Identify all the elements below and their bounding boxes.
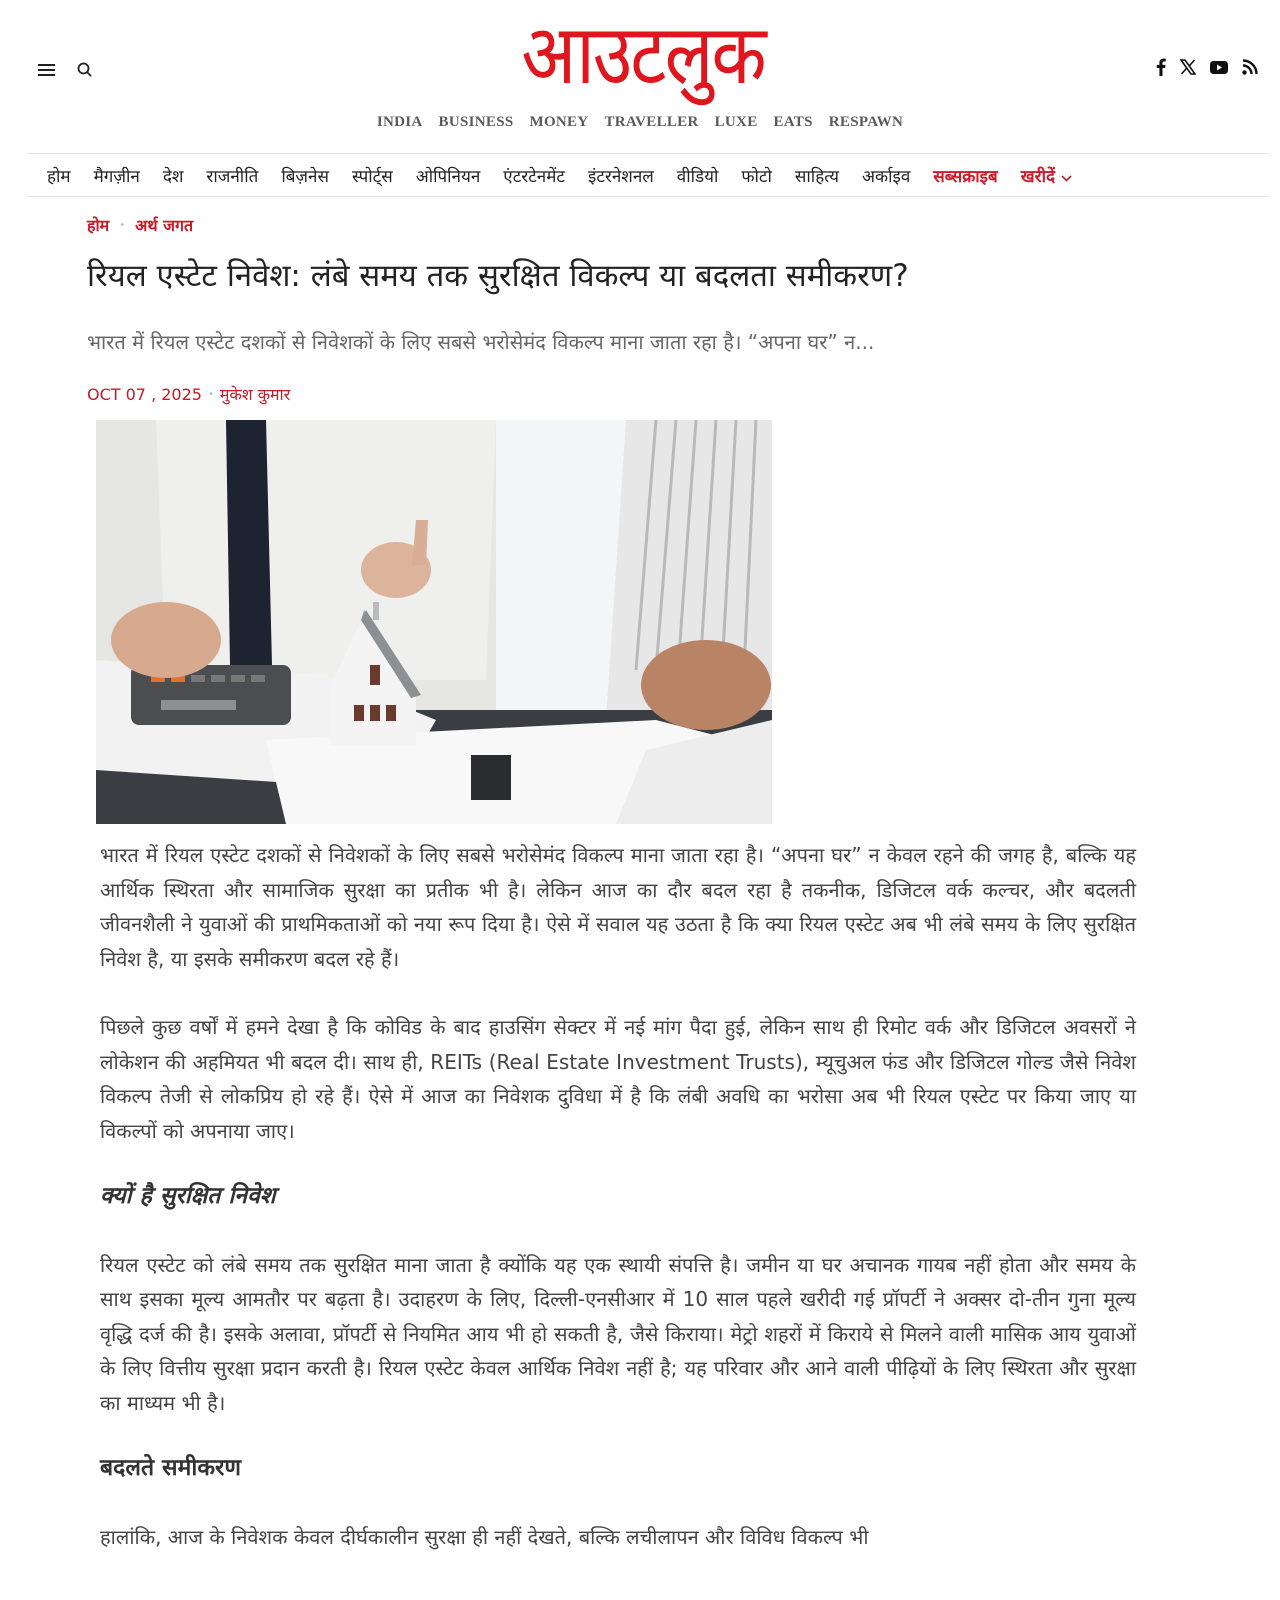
- chevron-down-icon: [1061, 167, 1072, 187]
- article-paragraph: पिछले कुछ वर्षों में हमने देखा है कि कोविड के बाद हाउसिंग सेक्टर में नई मांग पैदा हुई, लेकिन साथ ही रिमोट वर्क और डिजिटल अवसरों ने लोकेशन की अहमियत भी बदल दी। साथ ही, REITs (Real Estate Investment Trusts), म्यूचुअल फंड और डिजिटल गोल्ड जैसे निवेश विकल्प तेजी से लोकप्रिय हो रहे हैं। ऐसे में आज का निवेशक दुविधा में है कि लंबी अवधि का भरोसा अब भी रियल एस्टेट पर किया जाए या विकल्पों को अपनाया जाए।: [100, 1015, 1136, 1143]
- section-heading: बदलते समीकरण: [100, 1455, 242, 1482]
- site-logo[interactable]: [488, 5, 798, 103]
- nav-item-subscribe[interactable]: सब्सक्राइब: [933, 166, 998, 187]
- sub-nav-luxe[interactable]: LUXE: [714, 114, 758, 130]
- nav-item-politics[interactable]: राजनीति: [206, 166, 259, 187]
- article-title: रियल एस्टेट निवेश: लंबे समय तक सुरक्षित विकल्प या बदलता समीकरण?: [87, 258, 909, 294]
- breadcrumb-separator: •: [119, 219, 126, 231]
- nav-item-magazine[interactable]: मैगज़ीन: [93, 166, 140, 187]
- article-body: [100, 838, 1136, 1589]
- logo-text: आउटलुक: [521, 5, 765, 103]
- nav-item-country[interactable]: देश: [162, 166, 184, 187]
- main-nav: [27, 153, 1270, 197]
- sub-nav-eats[interactable]: EATS: [773, 114, 813, 130]
- nav-item-buy-dropdown[interactable]: [1021, 164, 1072, 187]
- nav-item-photo[interactable]: फोटो: [741, 166, 772, 187]
- nav-item-literature[interactable]: साहित्य: [794, 166, 840, 187]
- nav-item-buy-label: खरीदें: [1020, 166, 1056, 187]
- social-links: [1156, 58, 1258, 76]
- header-left-tools: [38, 62, 92, 77]
- facebook-icon[interactable]: [1156, 58, 1166, 76]
- sub-nav-respawn[interactable]: RESPAWN: [828, 114, 904, 130]
- real-estate-photo-icon: [96, 420, 772, 824]
- author-link[interactable]: मुकेश कुमार: [219, 385, 291, 404]
- section-heading: क्यों है सुरक्षित निवेश: [100, 1183, 276, 1209]
- sub-nav-money[interactable]: MONEY: [529, 114, 589, 130]
- nav-item-international[interactable]: इंटरनेशनल: [587, 166, 654, 187]
- publish-date: OCT 07 , 2025: [87, 384, 202, 404]
- hero-image: [96, 420, 772, 824]
- rss-icon[interactable]: [1242, 59, 1258, 75]
- sub-nav-india[interactable]: INDIA: [376, 114, 423, 130]
- meta-separator: •: [207, 388, 214, 400]
- sub-nav-business[interactable]: BUSINESS: [438, 114, 514, 130]
- youtube-icon[interactable]: [1210, 61, 1228, 74]
- nav-item-video[interactable]: वीडियो: [676, 166, 719, 187]
- nav-item-archive[interactable]: अर्काइव: [862, 166, 911, 187]
- article-summary: भारत में रियल एस्टेट दशकों से निवेशकों के लिए सबसे भरोसेमंद विकल्प माना जाता रहा है। “अपना घर” न...: [87, 330, 875, 354]
- nav-item-business[interactable]: बिज़नेस: [281, 166, 329, 187]
- breadcrumb-home[interactable]: होम: [87, 216, 110, 235]
- nav-item-sports[interactable]: स्पोर्ट्स: [351, 166, 393, 187]
- article-meta: [87, 383, 290, 405]
- article-paragraph: भारत में रियल एस्टेट दशकों से निवेशकों के लिए सबसे भरोसेमंद विकल्प माना जाता रहा है। “अपना घर” न केवल रहने की जगह है, बल्कि यह आर्थिक स्थिरता और सामाजिक सुरक्षा का प्रतीक भी है। लेकिन आज का दौर बदल रहा है तकनीक, डिजिटल वर्क कल्चर, और बदलती जीवनशैली ने युवाओं की प्राथमिकताओं को नया रूप दिया है। ऐसे में सवाल यह उठता है कि क्या रियल एस्टेट अब भी लंबे समय के लिए सुरक्षित निवेश है, या इसके समीकरण बदल रहे हैं।: [100, 843, 1136, 971]
- breadcrumb-category[interactable]: अर्थ जगत: [135, 216, 194, 235]
- sub-nav-traveller[interactable]: TRAVELLER: [604, 114, 699, 130]
- article-paragraph: रियल एस्टेट को लंबे समय तक सुरक्षित माना जाता है क्योंकि यह एक स्थायी संपत्ति है। जमीन या घर अचानक गायब नहीं होता और समय के साथ इसका मूल्य आमतौर पर बढ़ता है। उदाहरण के लिए, दिल्ली-एनसीआर में 10 साल पहले खरीदी गई प्रॉपर्टी ने अक्सर दो-तीन गुना मूल्य वृद्धि दर्ज की है। इसके अलावा, प्रॉपर्टी से नियमित आय भी हो सकती है, जैसे किराया। मेट्रो शहरों में किराये से मिलने वाली मासिक आय युवाओं के लिए वित्तीय सुरक्षा प्रदान करती है। रियल एस्टेट केवल आर्थिक निवेश नहीं है; यह परिवार और आने वाली पीढ़ियों के लिए स्थिरता और सुरक्षा का माध्यम भी है।: [100, 1252, 1136, 1415]
- nav-item-opinion[interactable]: ओपिनियन: [415, 166, 481, 187]
- article-paragraph: हालांकि, आज के निवेशक केवल दीर्घकालीन सुरक्षा ही नहीं देखते, बल्कि लचीलापन और विविध विकल्प भी: [100, 1525, 869, 1550]
- nav-item-entertainment[interactable]: एंटरटेनमेंट: [503, 166, 565, 187]
- brand-sub-nav: [0, 114, 1280, 131]
- nav-item-home[interactable]: होम: [47, 166, 71, 187]
- menu-icon[interactable]: [38, 63, 55, 77]
- breadcrumb: [87, 214, 193, 236]
- x-icon[interactable]: [1180, 59, 1196, 75]
- search-icon[interactable]: [77, 62, 92, 77]
- site-header: [0, 0, 1280, 150]
